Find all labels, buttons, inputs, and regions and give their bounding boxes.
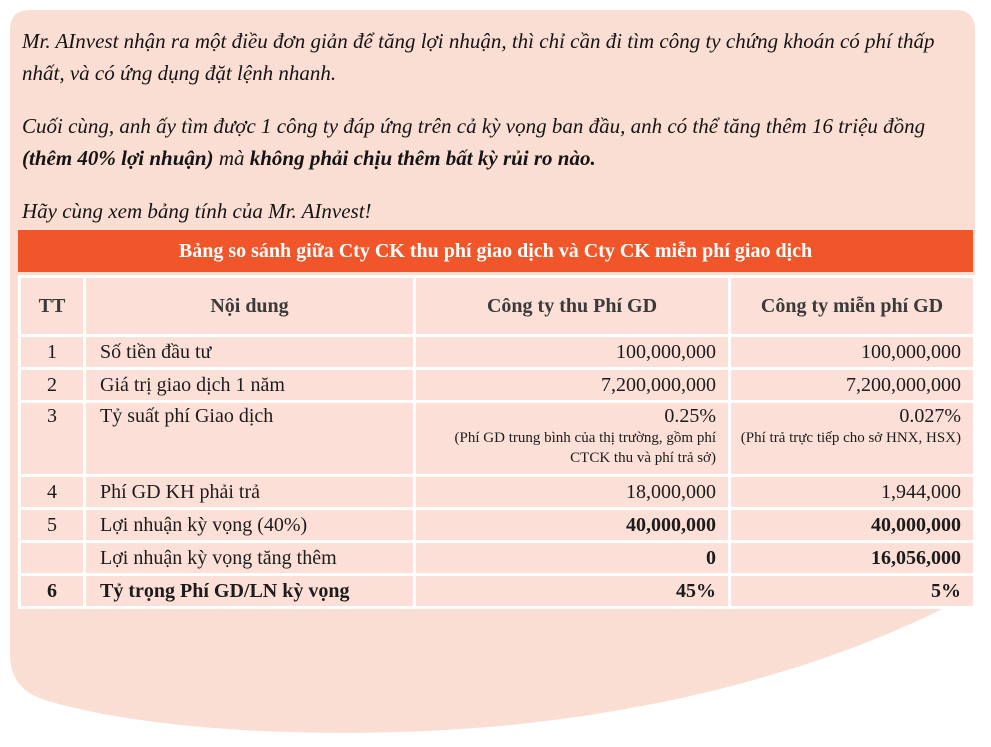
row1-tt: 1 [20, 336, 85, 369]
header-cong-ty-mien-phi: Công ty miễn phí GD [730, 277, 975, 336]
row5-fee-value: 40,000,000 [415, 509, 730, 542]
table-header-row [20, 277, 975, 336]
row3-free-note: (Phí trả trực tiếp cho sở HNX, HSX) [740, 430, 961, 446]
row3-free-cell [730, 402, 975, 476]
row3-label: Tỷ suất phí Giao dịch [85, 402, 415, 476]
intro-section [22, 26, 955, 249]
row5b-tt [20, 542, 85, 575]
intro-p2-text-1: Cuối cùng, anh ấy tìm được 1 công ty đáp ứng trên cả kỳ vọng ban đầu, anh có thể tăng thêm 16 triệu đồng [22, 113, 926, 138]
intro-p2-bold-1: (thêm 40% lợi nhuận) [22, 145, 214, 170]
row5b-free-value: 16,056,000 [730, 542, 975, 575]
header-cong-ty-thu-phi: Công ty thu Phí GD [415, 277, 730, 336]
intro-p2-text-2: mà [213, 145, 250, 170]
row2-fee-value: 7,200,000,000 [415, 369, 730, 402]
row4-tt: 4 [20, 476, 85, 509]
row4-free-value: 1,944,000 [730, 476, 975, 509]
row4-fee-value: 18,000,000 [415, 476, 730, 509]
row5-label: Lợi nhuận kỳ vọng (40%) [85, 509, 415, 542]
row3-fee-note: (Phí GD trung bình của thị trường, gồm phí CTCK thu và phí trả sở) [454, 430, 716, 466]
row3-fee-cell [415, 402, 730, 476]
table-row [20, 369, 975, 402]
table-row [20, 575, 975, 608]
row6-fee-value: 45% [415, 575, 730, 608]
header-noi-dung: Nội dung [85, 277, 415, 336]
row5-free-value: 40,000,000 [730, 509, 975, 542]
intro-paragraph-1: Mr. AInvest nhận ra một điều đơn giản để tăng lợi nhuận, thì chỉ cần đi tìm công ty chứng khoán có phí thấp nhất, và có ứng dụng đặt lệnh nhanh. [22, 29, 935, 85]
table-row [20, 542, 975, 575]
row5b-fee-value: 0 [415, 542, 730, 575]
intro-paragraph-2 [22, 111, 955, 175]
row2-label: Giá trị giao dịch 1 năm [85, 369, 415, 402]
table-row [20, 476, 975, 509]
row5b-label: Lợi nhuận kỳ vọng tăng thêm [85, 542, 415, 575]
row6-label: Tỷ trọng Phí GD/LN kỳ vọng [85, 575, 415, 608]
row3-fee-value: 0.25% [664, 405, 716, 427]
row4-label: Phí GD KH phải trả [85, 476, 415, 509]
row3-free-value: 0.027% [899, 405, 961, 427]
row2-tt: 2 [20, 369, 85, 402]
table-title-bar: Bảng so sánh giữa Cty CK thu phí giao dịch và Cty CK miễn phí giao dịch [18, 230, 973, 272]
row1-fee-value: 100,000,000 [415, 336, 730, 369]
intro-p2-bold-2: không phải chịu thêm bất kỳ rủi ro nào. [249, 145, 596, 170]
row3-tt: 3 [20, 402, 85, 476]
table-row [20, 402, 975, 476]
comparison-table-section [18, 230, 973, 609]
table-row [20, 336, 975, 369]
row1-free-value: 100,000,000 [730, 336, 975, 369]
row6-tt: 6 [20, 575, 85, 608]
row2-free-value: 7,200,000,000 [730, 369, 975, 402]
row6-free-value: 5% [730, 575, 975, 608]
row1-label: Số tiền đầu tư [85, 336, 415, 369]
table-row [20, 509, 975, 542]
header-tt: TT [20, 277, 85, 336]
comparison-table [18, 275, 976, 609]
intro-paragraph-3: Hãy cùng xem bảng tính của Mr. AInvest! [22, 198, 372, 223]
row5-tt: 5 [20, 509, 85, 542]
